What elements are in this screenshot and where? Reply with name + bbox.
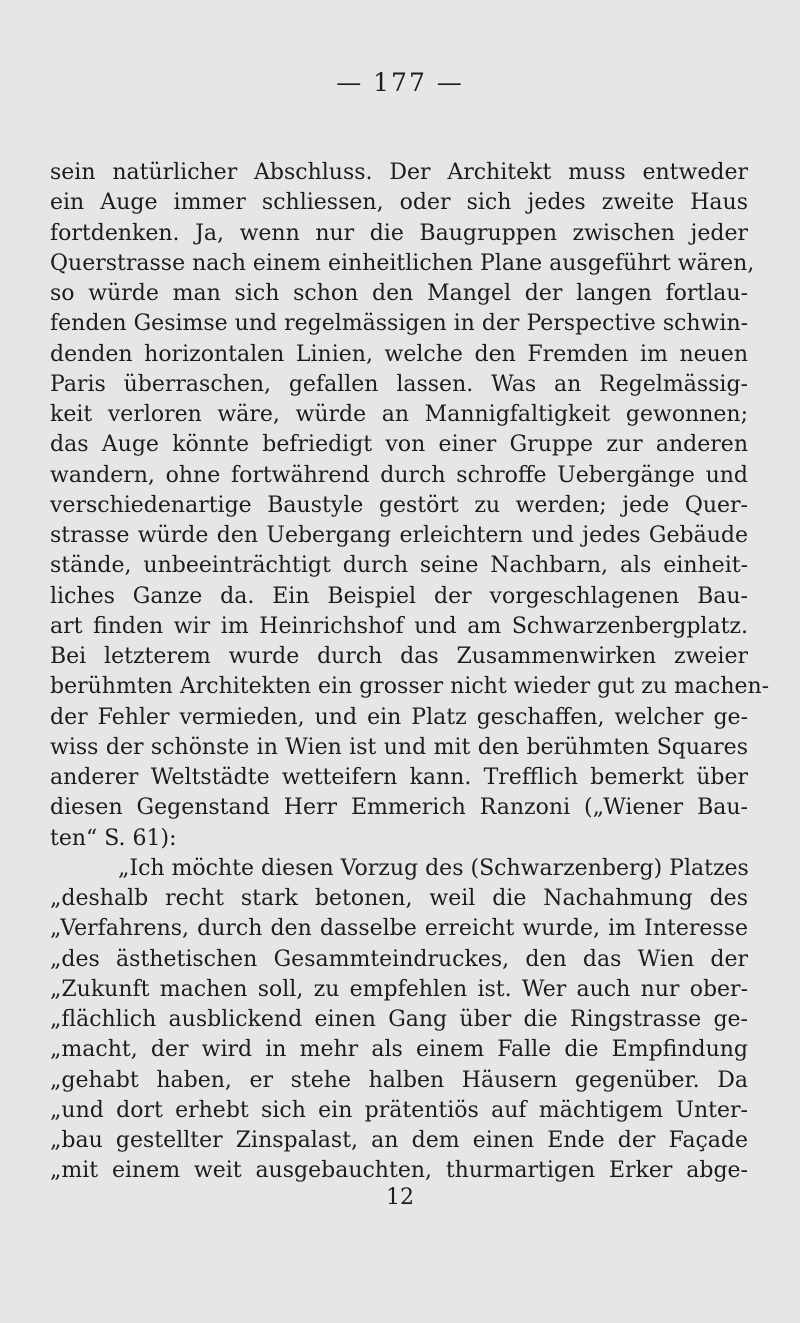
text-line: fortdenken. Ja, wenn nur die Baugruppen zwischen jeder [50,220,748,246]
quote-line: „Verfahrens, durch den dasselbe erreicht wurde, im Interesse [50,916,748,942]
quote-line: „mit einem weit ausgebauchten, thurmartigen Erker abge- [50,1158,748,1184]
text-line: der Fehler vermieden, und ein Platz geschaffen, welcher ge- [50,704,748,730]
quote-line: „deshalb recht stark betonen, weil die Nachahmung des [50,886,748,911]
text-line: Querstrasse nach einem einheitlichen Plane ausgeführt wären, [50,250,755,276]
quote-line: „gehabt haben, er stehe halben Häusern gegenüber. Da [50,1067,748,1093]
quote-line: „macht, der wird in mehr als einem Falle die Empfindung [50,1037,748,1063]
text-line: ein Auge immer schliessen, oder sich jedes zweite Haus [50,190,748,216]
text-line: diesen Gegenstand Herr Emmerich Ranzoni („Wiener Bau- [50,795,748,821]
quote-line: „und dort erhebt sich ein prätentiös auf mächtigem Unter- [50,1097,748,1123]
text-line: verschiedenartige Baustyle gestört zu werden; jede Quer- [50,492,748,518]
text-line: stände, unbeeinträchtigt durch seine Nachbarn, als einheit- [50,553,748,579]
text-line: denden horizontalen Linien, welche den Fremden im neuen [50,341,748,367]
text-line: strasse würde den Uebergang erleichtern und jedes Gebäude [50,523,748,548]
text-line: anderer Weltstädte wetteifern kann. Trefflich bemerkt über [50,765,748,790]
text-line: liches Ganze da. Ein Beispiel der vorgeschlagenen Bau- [50,583,748,609]
quote-line: „Zukunft machen soll, zu empfehlen ist. Wer auch nur ober- [50,976,748,1002]
quote-line: „Ich möchte diesen Vorzug des (Schwarzenberg) Platzes [118,855,749,881]
text-line: sein natürlicher Abschluss. Der Architekt muss entweder [50,160,748,185]
text-line: so würde man sich schon den Mangel der langen fortlau- [50,281,748,306]
text-line: art finden wir im Heinrichshof und am Schwarzenbergplatz. [50,613,748,639]
text-line: fenden Gesimse und regelmässigen in der Perspective schwin- [50,311,749,337]
text-line: ten“ S. 61): [50,825,177,851]
signature-mark: 12 [386,1185,414,1210]
text-line: Bei letzterem wurde durch das Zusammenwirken zweier [50,644,748,669]
page-number: — 177 — [336,68,464,97]
text-line: Paris überraschen, gefallen lassen. Was an Regelmässig- [50,371,748,397]
text-line: wandern, ohne fortwährend durch schroffe Uebergänge und [50,462,748,488]
text-line: das Auge könnte befriedigt von einer Gruppe zur anderen [50,432,748,458]
quote-line: „flächlich ausblickend einen Gang über die Ringstrasse ge- [50,1007,748,1032]
quote-line: „bau gestellter Zinspalast, an dem einen Ende der Façade [50,1128,748,1153]
text-line: berühmten Architekten ein grosser nicht wieder gut zu machen- [50,674,770,700]
body-text [50,158,770,1187]
quote-line: „des ästhetischen Gesammteindruckes, den das Wien der [50,946,748,972]
text-line: wiss der schönste in Wien ist und mit den berühmten Squares [50,734,748,760]
text-line: keit verloren wäre, würde an Mannigfaltigkeit gewonnen; [50,402,748,427]
